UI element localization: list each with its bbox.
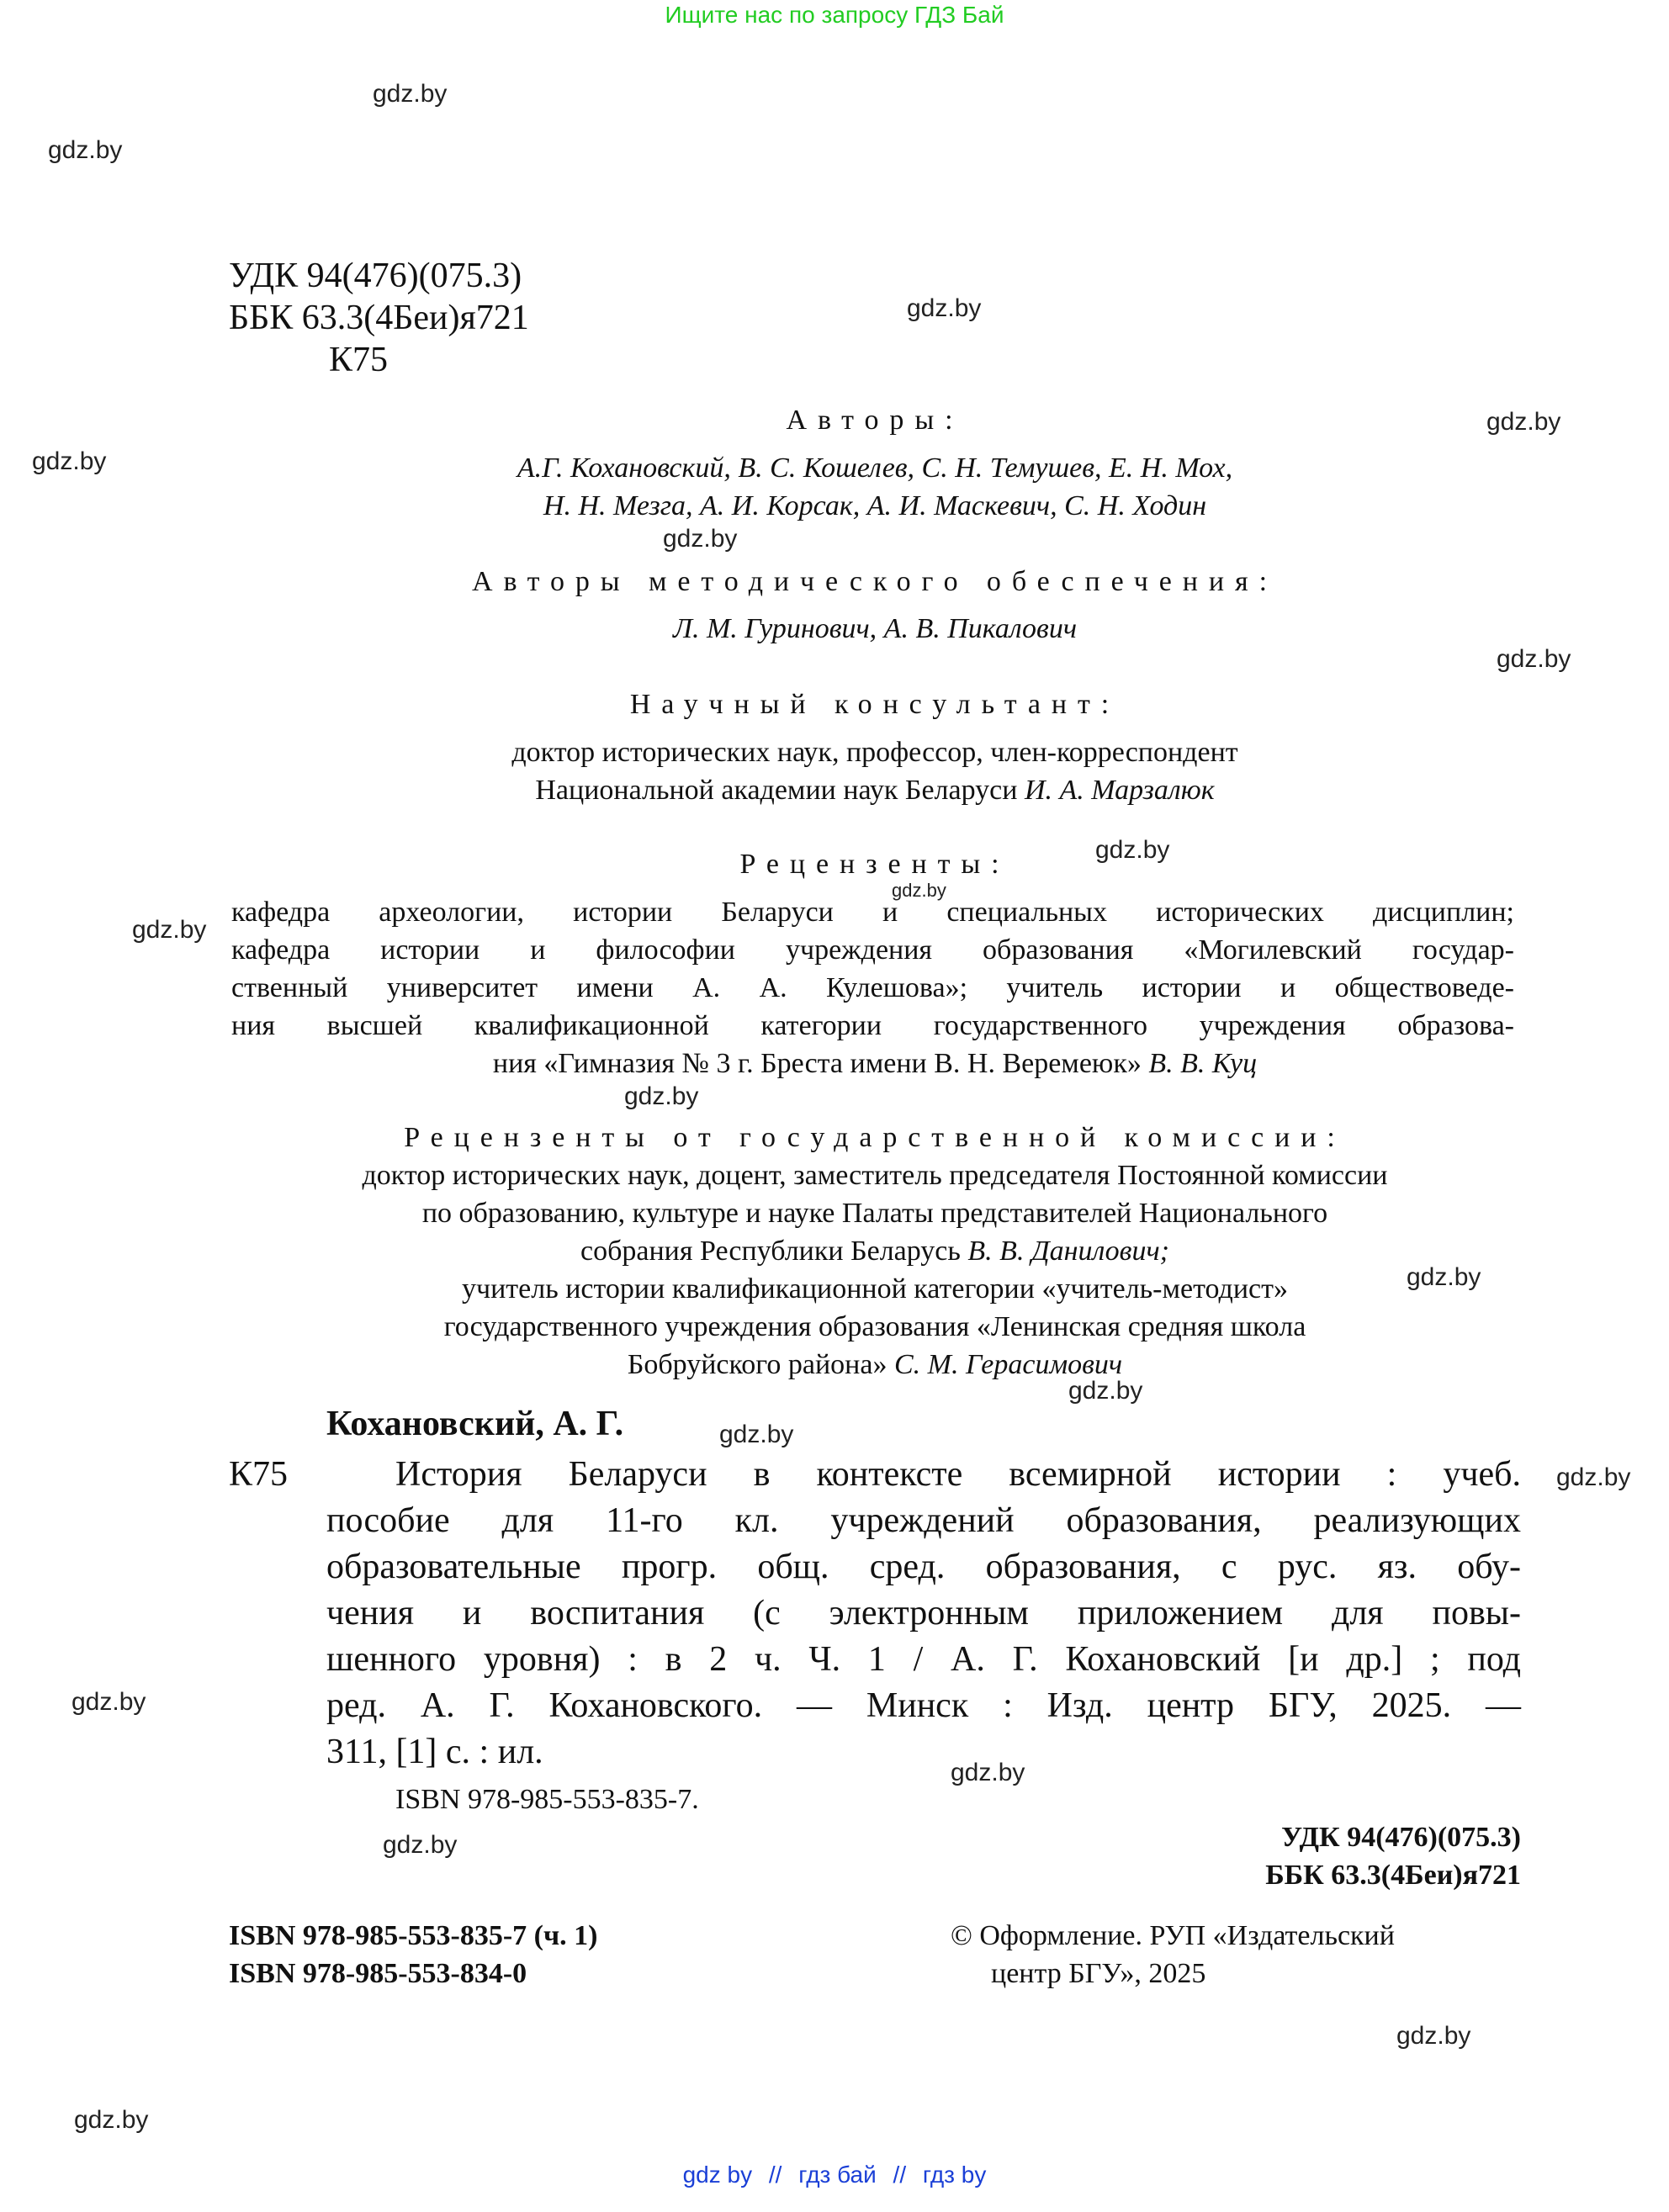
reviewer-name: В. В. Куц <box>1148 1048 1258 1079</box>
methodical-heading: Авторы методического обеспечения: <box>472 566 1278 597</box>
bbk-code: ББК 63.3(4Беи)я721 <box>229 299 529 337</box>
consultant-affiliation <box>227 770 1523 812</box>
footer-separator: // <box>768 2162 782 2188</box>
watermark: gdz.by <box>1407 1263 1481 1291</box>
authors-line: А.Г. Кохановский, В. С. Кошелев, С. Н. Темушев, Е. Н. Мох, <box>517 452 1233 484</box>
watermark: gdz.by <box>1497 645 1571 673</box>
reviewers-line: кафедра археологии, истории Беларуси и специальных исторических дисциплин; <box>231 897 1514 928</box>
footer-udk: УДК 94(476)(075.3) <box>1281 1822 1521 1853</box>
watermark: gdz.by <box>1068 1377 1143 1405</box>
copyright-line: центр БГУ», 2025 <box>991 1958 1206 1989</box>
watermark: gdz.by <box>48 136 123 164</box>
consultant-org: Национальной академии наук Беларуси <box>535 775 1018 806</box>
state-reviewer-line <box>227 1344 1523 1386</box>
state-reviewer-line: доктор исторических наук, доцент, заместитель председателя Постоянной комиссии <box>362 1160 1388 1191</box>
bib-line: чения и воспитания (с электронным приложением для повы- <box>326 1594 1521 1633</box>
bib-line: пособие для 11-го кл. учреждений образования, реализующих <box>326 1501 1521 1540</box>
reviewers-line: ственный университет имени А. А. Кулешова»; учитель истории и обществоведе- <box>231 972 1514 1003</box>
footer-link-gdz-by[interactable]: gdz by <box>682 2162 753 2188</box>
state-reviewer-name: С. М. Герасимович <box>893 1349 1123 1380</box>
consultant-heading: Научный консультант: <box>629 689 1121 720</box>
reviewers-text: ния «Гимназия № 3 г. Бреста имени В. Н. Веремеюк» <box>492 1048 1142 1079</box>
watermark: gdz.by <box>663 525 738 553</box>
footer-links <box>0 2162 1669 2188</box>
reviewers-line: ния высшей квалификационной категории государственного учреждения образова- <box>231 1010 1514 1041</box>
watermark: gdz.by <box>1095 836 1170 864</box>
bib-line: ред. А. Г. Кохановского. — Минск : Изд. центр БГУ, 2025. — <box>326 1686 1521 1725</box>
watermark: gdz.by <box>951 1759 1025 1786</box>
state-reviewer-line: по образованию, культуре и науке Палаты представителей Национального <box>421 1198 1328 1229</box>
watermark: gdz.by <box>719 1421 794 1448</box>
watermark: gdz.by <box>1396 2022 1471 2050</box>
state-reviewers-heading: Рецензенты от государственной комиссии: <box>404 1122 1346 1153</box>
consultant-title: доктор исторических наук, профессор, член-корреспондент <box>511 737 1238 768</box>
watermark: gdz.by <box>132 916 207 944</box>
reviewers-heading: Рецензенты: <box>739 849 1010 880</box>
udk-code: УДК 94(476)(075.3) <box>229 257 522 295</box>
bib-code: К75 <box>229 1455 289 1494</box>
watermark: gdz.by <box>624 1082 699 1110</box>
bib-author: Кохановский, А. Г. <box>326 1405 624 1443</box>
watermark: gdz.by <box>1556 1463 1631 1491</box>
watermark: gdz.by <box>373 80 448 108</box>
watermark: gdz.by <box>72 1688 146 1716</box>
watermark: gdz.by <box>892 880 946 901</box>
footer-link-gdz-bai[interactable]: гдз бай <box>798 2162 877 2188</box>
state-reviewer-text: Бобруйского района» <box>627 1349 887 1380</box>
bib-line: История Беларуси в контексте всемирной истории : учеб. <box>395 1455 1521 1494</box>
methodical-authors: Л. М. Гуринович, А. В. Пикалович <box>672 613 1078 644</box>
search-banner[interactable]: Ищите нас по запросу ГДЗ Бай <box>665 2 1004 28</box>
state-reviewer-name: В. В. Данилович; <box>967 1236 1169 1267</box>
bib-line: 311, [1] с. : ил. <box>326 1733 543 1771</box>
footer-link-gdz-by-cyr[interactable]: гдз by <box>922 2162 987 2188</box>
author-mark: К75 <box>329 341 389 379</box>
watermark: gdz.by <box>907 294 982 322</box>
watermark: gdz.by <box>383 1831 458 1859</box>
reviewers-line <box>227 1043 1523 1085</box>
bib-isbn: ISBN 978-985-553-835-7. <box>395 1784 699 1815</box>
bib-line: образовательные прогр. общ. сред. образования, с рус. яз. обу- <box>326 1548 1521 1586</box>
footer-bbk: ББК 63.3(4Беи)я721 <box>1265 1860 1521 1891</box>
consultant-name: И. А. Марзалюк <box>1024 775 1215 806</box>
state-reviewer-line: учитель истории квалификационной категории «учитель-методист» <box>462 1273 1288 1304</box>
isbn-total: ISBN 978-985-553-834-0 <box>229 1958 527 1989</box>
footer-separator: // <box>893 2162 907 2188</box>
isbn-part: ISBN 978-985-553-835-7 (ч. 1) <box>229 1920 598 1951</box>
state-reviewer-line: государственного учреждения образования «Ленинская средняя школа <box>443 1311 1306 1342</box>
watermark: gdz.by <box>32 447 107 475</box>
state-reviewer-text: собрания Республики Беларусь <box>580 1236 961 1267</box>
copyright-line: © Оформление. РУП «Издательский <box>951 1920 1395 1951</box>
authors-heading: Авторы: <box>786 405 964 436</box>
bib-line: шенного уровня) : в 2 ч. Ч. 1 / А. Г. Кохановский [и др.] ; под <box>326 1640 1521 1679</box>
reviewers-line: кафедра истории и философии учреждения образования «Могилевский государ- <box>231 934 1514 966</box>
watermark: gdz.by <box>1486 408 1561 436</box>
watermark: gdz.by <box>74 2106 149 2134</box>
authors-line: Н. Н. Мезга, А. И. Корсак, А. И. Маскевич, С. Н. Ходин <box>543 490 1207 521</box>
state-reviewer-line <box>227 1230 1523 1273</box>
